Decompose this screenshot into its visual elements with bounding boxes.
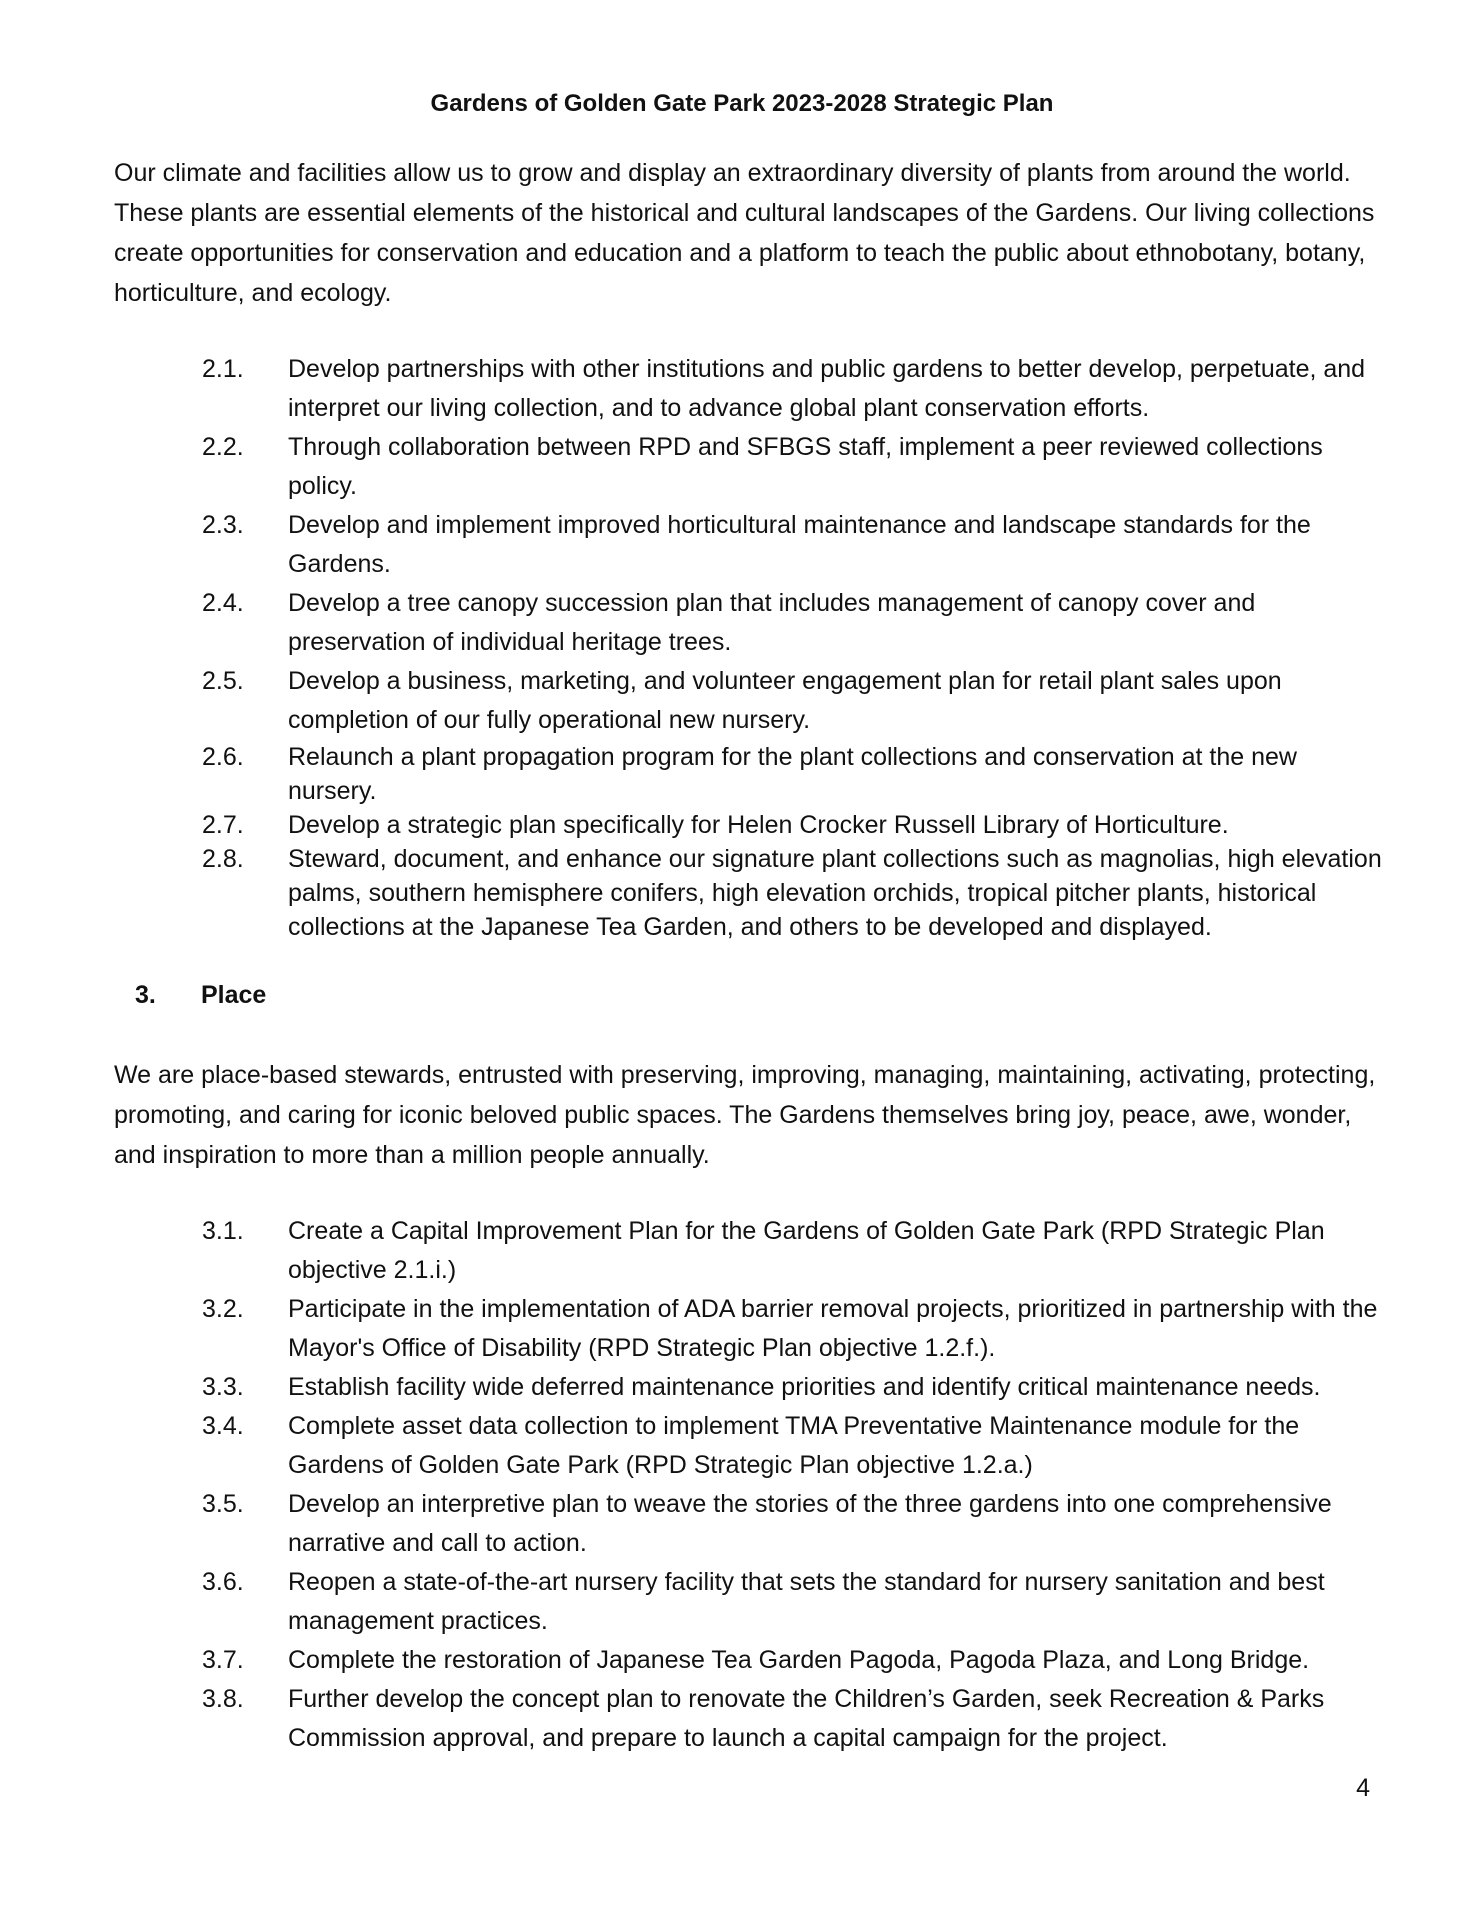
list-item-number: 3.2. <box>202 1295 244 1323</box>
section-3-objectives-list <box>0 1212 1484 1758</box>
list-item-text: Create a Capital Improvement Plan for the Gardens of Golden Gate Park (RPD Strategic Plan objective 2.1.i.) <box>288 1217 1325 1284</box>
list-item <box>0 1407 1484 1485</box>
list-item-number: 3.5. <box>202 1490 244 1518</box>
list-item-number: 2.4. <box>202 589 244 617</box>
list-item-text: Develop an interpretive plan to weave the stories of the three gardens into one comprehensive narrative and call to action. <box>288 1490 1332 1557</box>
list-item-number: 2.2. <box>202 433 244 461</box>
list-item-text: Reopen a state-of-the-art nursery facility that sets the standard for nursery sanitation and best management practices. <box>288 1568 1325 1635</box>
list-item-text: Develop a tree canopy succession plan that includes management of canopy cover and preservation of individual heritage trees. <box>288 589 1256 656</box>
list-item <box>0 584 1484 662</box>
list-item-text: Develop and implement improved horticultural maintenance and landscape standards for the Gardens. <box>288 511 1311 578</box>
list-item-text: Further develop the concept plan to renovate the Children’s Garden, seek Recreation & Parks Commission approval, and prepare to launch a capital campaign for the project. <box>288 1685 1325 1752</box>
document-title: Gardens of Golden Gate Park 2023-2028 Strategic Plan <box>430 90 1054 117</box>
list-item-text: Relaunch a plant propagation program for the plant collections and conservation at the new nursery. <box>288 743 1297 805</box>
list-item <box>0 1563 1484 1641</box>
list-item <box>0 350 1484 428</box>
list-item-text: Develop a business, marketing, and volunteer engagement plan for retail plant sales upon completion of our fully operational new nursery. <box>288 667 1282 734</box>
list-item-text: Develop partnerships with other institutions and public gardens to better develop, perpetuate, and interpret our living collection, and to advance global plant conservation efforts. <box>288 355 1366 422</box>
list-item <box>0 506 1484 584</box>
list-item-number: 2.6. <box>202 743 244 771</box>
list-item-number: 3.8. <box>202 1685 244 1713</box>
list-item-number: 2.5. <box>202 667 244 695</box>
list-item-number: 3.7. <box>202 1646 244 1674</box>
intro-paragraph: Our climate and facilities allow us to grow and display an extraordinary diversity of plants from around the world. These plants are essential elements of the historical and cultural landscapes of the Gardens. Our living collections create opportunities for conservation and education and a platform to teach the public about ethnobotany, botany, horticulture, and ecology. <box>114 159 1375 307</box>
section-number: 3. <box>135 981 156 1009</box>
list-item-number: 2.7. <box>202 811 244 839</box>
list-item-number: 2.8. <box>202 845 244 873</box>
list-item <box>0 1368 1484 1407</box>
list-item-number: 3.1. <box>202 1217 244 1245</box>
page-number: 4 <box>1356 1774 1370 1802</box>
list-item <box>0 842 1484 944</box>
list-item-number: 3.6. <box>202 1568 244 1596</box>
list-item <box>0 1641 1484 1680</box>
list-item-text: Participate in the implementation of ADA barrier removal projects, prioritized in partnership with the Mayor's Office of Disability (RPD Strategic Plan objective 1.2.f.). <box>288 1295 1378 1362</box>
list-item-text: Through collaboration between RPD and SFBGS staff, implement a peer reviewed collections policy. <box>288 433 1323 500</box>
list-item <box>0 808 1484 842</box>
list-item <box>0 1212 1484 1290</box>
list-item-number: 3.4. <box>202 1412 244 1440</box>
section-title: Place <box>201 981 267 1009</box>
section-2-objectives-list <box>0 350 1484 944</box>
list-item-text: Complete asset data collection to implement TMA Preventative Maintenance module for the Gardens of Golden Gate Park (RPD Strategic Plan objective 1.2.a.) <box>288 1412 1300 1479</box>
list-item-text: Establish facility wide deferred maintenance priorities and identify critical maintenance needs. <box>288 1373 1321 1401</box>
section-3-heading <box>135 978 266 1012</box>
list-item-number: 2.1. <box>202 355 244 383</box>
list-item-number: 2.3. <box>202 511 244 539</box>
list-item-text: Develop a strategic plan specifically for Helen Crocker Russell Library of Horticulture. <box>288 811 1229 839</box>
list-item <box>0 428 1484 506</box>
list-item <box>0 1680 1484 1758</box>
list-item <box>0 1290 1484 1368</box>
list-item-text: Complete the restoration of Japanese Tea Garden Pagoda, Pagoda Plaza, and Long Bridge. <box>288 1646 1310 1674</box>
list-item-number: 3.3. <box>202 1373 244 1401</box>
place-paragraph: We are place-based stewards, entrusted with preserving, improving, managing, maintaining, activating, protecting, promoting, and caring for iconic beloved public spaces. The Gardens themselves bring joy, peace, awe, wonder, and inspiration to more than a million people annually. <box>114 1061 1376 1169</box>
list-item-text: Steward, document, and enhance our signature plant collections such as magnolias, high elevation palms, southern hemisphere conifers, high elevation orchids, tropical pitcher plants, historical collections at the Japanese Tea Garden, and others to be developed and displayed. <box>288 845 1382 941</box>
list-item <box>0 662 1484 740</box>
list-item <box>0 740 1484 808</box>
list-item <box>0 1485 1484 1563</box>
